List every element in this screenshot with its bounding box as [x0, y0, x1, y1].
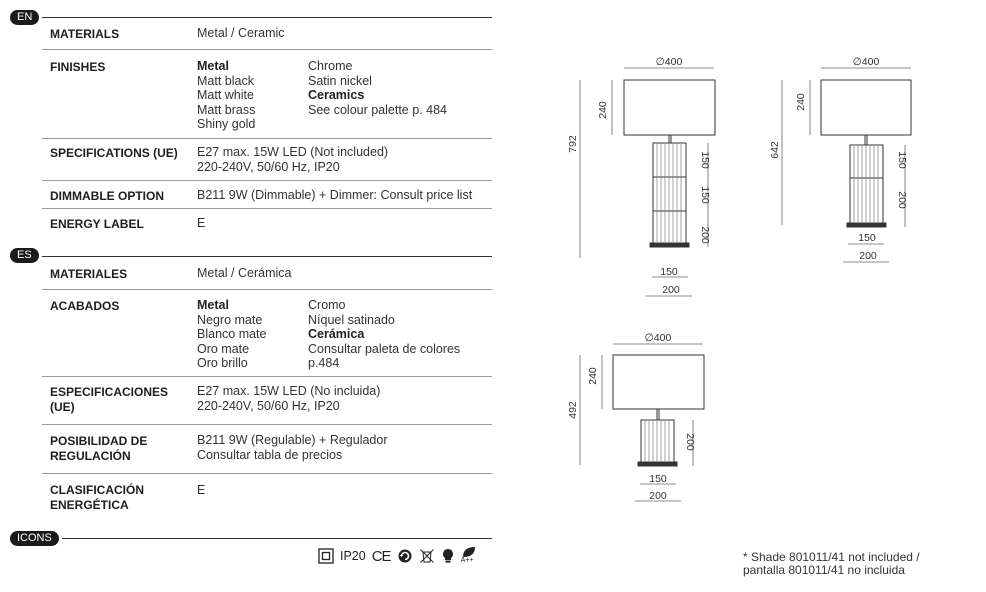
dim-base: 150 — [649, 473, 667, 485]
spec-line: 220-240V, 50/60 Hz, IP20 — [197, 398, 340, 413]
dimmable-label: DIMMABLE OPTION — [50, 189, 164, 203]
row-divider — [42, 138, 492, 139]
dim-diameter: ∅400 — [644, 332, 672, 344]
dim-shade-height: 240 — [587, 367, 599, 385]
energy-value: E — [197, 216, 206, 230]
label-line: ENERGÉTICA — [50, 498, 129, 512]
finish-item: Metal — [197, 298, 229, 312]
row-divider — [42, 49, 492, 50]
dim-shade-height: 240 — [795, 93, 807, 111]
finish-item: Oro brillo — [197, 356, 248, 370]
note-line: pantalla 801011/41 no incluida — [743, 563, 905, 577]
dim-diameter: ∅400 — [655, 56, 683, 68]
section-divider-icons — [62, 538, 492, 539]
weee-bin-icon — [419, 548, 435, 564]
spec-line: E27 max. 15W LED (Not included) — [197, 145, 389, 159]
note-line: * Shade 801011/41 not included / — [743, 550, 920, 564]
section-tag-icons: ICONS — [10, 531, 59, 546]
row-divider — [42, 424, 492, 425]
finishes-col2 — [308, 59, 447, 117]
class-ii-icon — [318, 548, 334, 564]
finish-item: Metal — [197, 59, 229, 73]
flutes — [854, 146, 878, 222]
base-plate — [650, 243, 689, 247]
especificaciones-value — [197, 384, 380, 413]
ce-mark-icon: CE — [371, 547, 391, 565]
energy-label: ENERGY LABEL — [50, 217, 144, 231]
acabados-label: ACABADOS — [50, 299, 120, 313]
dim-diameter: ∅400 — [852, 56, 880, 68]
finish-item: Níquel satinado — [308, 312, 395, 327]
dim-shade-height: 240 — [597, 101, 609, 119]
dim-segment: 150 — [896, 151, 908, 169]
ip-rating: IP20 — [340, 549, 366, 563]
acabados-col1 — [197, 298, 266, 371]
flutes — [645, 421, 669, 461]
energy-class: A++ — [460, 557, 474, 564]
shade — [821, 80, 911, 135]
dim-total-height: 492 — [567, 401, 579, 419]
section-divider-en — [42, 17, 492, 18]
spec-line: E27 max. 15W LED (No incluida) — [197, 384, 381, 398]
spec-line: 220-240V, 50/60 Hz, IP20 — [197, 159, 340, 174]
specifications-value — [197, 145, 388, 174]
label-line: REGULACIÓN — [50, 449, 131, 463]
label-line: CLASIFICACIÓN — [50, 483, 144, 497]
regulacion-value — [197, 433, 388, 462]
finish-item: Matt brass — [197, 102, 256, 117]
certification-icons — [318, 546, 477, 566]
clasificacion-value: E — [197, 483, 206, 497]
flutes — [657, 144, 681, 242]
dim-base: 150 — [660, 266, 678, 278]
finish-item: Oro mate — [197, 341, 250, 356]
energy-leaf-icon — [461, 546, 477, 566]
regulacion-label — [50, 434, 147, 464]
finish-item: Shiny gold — [197, 117, 256, 131]
acabados-col2 — [308, 298, 460, 371]
finish-item: Matt white — [197, 88, 254, 102]
finish-item: Consultar paleta de colores — [308, 341, 461, 356]
dim-base: 200 — [662, 284, 680, 296]
materials-label: MATERIALS — [50, 27, 120, 41]
finish-item: Cerámica — [308, 327, 365, 341]
dim-base: 150 — [858, 232, 876, 244]
dim-segment: 150 — [699, 151, 711, 169]
finish-item: See colour palette p. 484 — [308, 102, 447, 117]
finish-item: Satin nickel — [308, 73, 372, 88]
technical-drawings — [540, 40, 960, 520]
finishes-col1 — [197, 59, 255, 132]
finish-item: Blanco mate — [197, 327, 267, 341]
finish-item: Matt black — [197, 73, 254, 88]
dim-base: 200 — [859, 250, 877, 262]
especificaciones-label — [50, 385, 168, 415]
clasificacion-label — [50, 483, 144, 513]
base-plate — [847, 223, 886, 227]
spec-line: B211 9W (Regulable) + Regulador — [197, 433, 388, 447]
dimmable-value: B211 9W (Dimmable) + Dimmer: Consult price list — [197, 188, 473, 202]
label-line: POSIBILIDAD DE — [50, 434, 148, 448]
materiales-label: MATERIALES — [50, 267, 128, 281]
finish-item: Chrome — [308, 59, 353, 73]
shade — [613, 355, 704, 409]
section-divider-es — [42, 256, 492, 257]
dim-total-height: 792 — [567, 135, 579, 153]
dim-segment: 150 — [699, 186, 711, 204]
materials-value: Metal / Ceramic — [197, 26, 285, 40]
row-divider — [42, 180, 492, 181]
dim-base: 200 — [649, 490, 667, 502]
shade-note — [743, 551, 920, 577]
specifications-label: SPECIFICATIONS (UE) — [50, 146, 178, 160]
materiales-value: Metal / Cerámica — [197, 266, 292, 280]
base-plate — [638, 462, 677, 466]
section-tag-en: EN — [10, 10, 39, 25]
spec-line: Consultar tabla de precios — [197, 447, 343, 462]
finish-item: p.484 — [308, 356, 340, 370]
finish-item: Ceramics — [308, 88, 365, 102]
shade — [624, 80, 715, 135]
dim-segment: 200 — [896, 191, 908, 209]
label-line: (UE) — [50, 400, 75, 414]
finish-item: Cromo — [308, 298, 346, 312]
finish-item: Negro mate — [197, 312, 263, 327]
section-tag-es: ES — [10, 248, 39, 263]
finishes-label: FINISHES — [50, 60, 106, 74]
dim-segment: 200 — [699, 226, 711, 244]
row-divider — [42, 289, 492, 290]
dim-segment: 200 — [684, 433, 696, 451]
led-bulb-icon — [441, 548, 455, 564]
row-divider — [42, 473, 492, 474]
label-line: ESPECIFICACIONES — [50, 385, 169, 399]
row-divider — [42, 208, 492, 209]
row-divider — [42, 376, 492, 377]
dim-total-height: 642 — [769, 141, 781, 159]
recycle-icon — [397, 548, 413, 564]
